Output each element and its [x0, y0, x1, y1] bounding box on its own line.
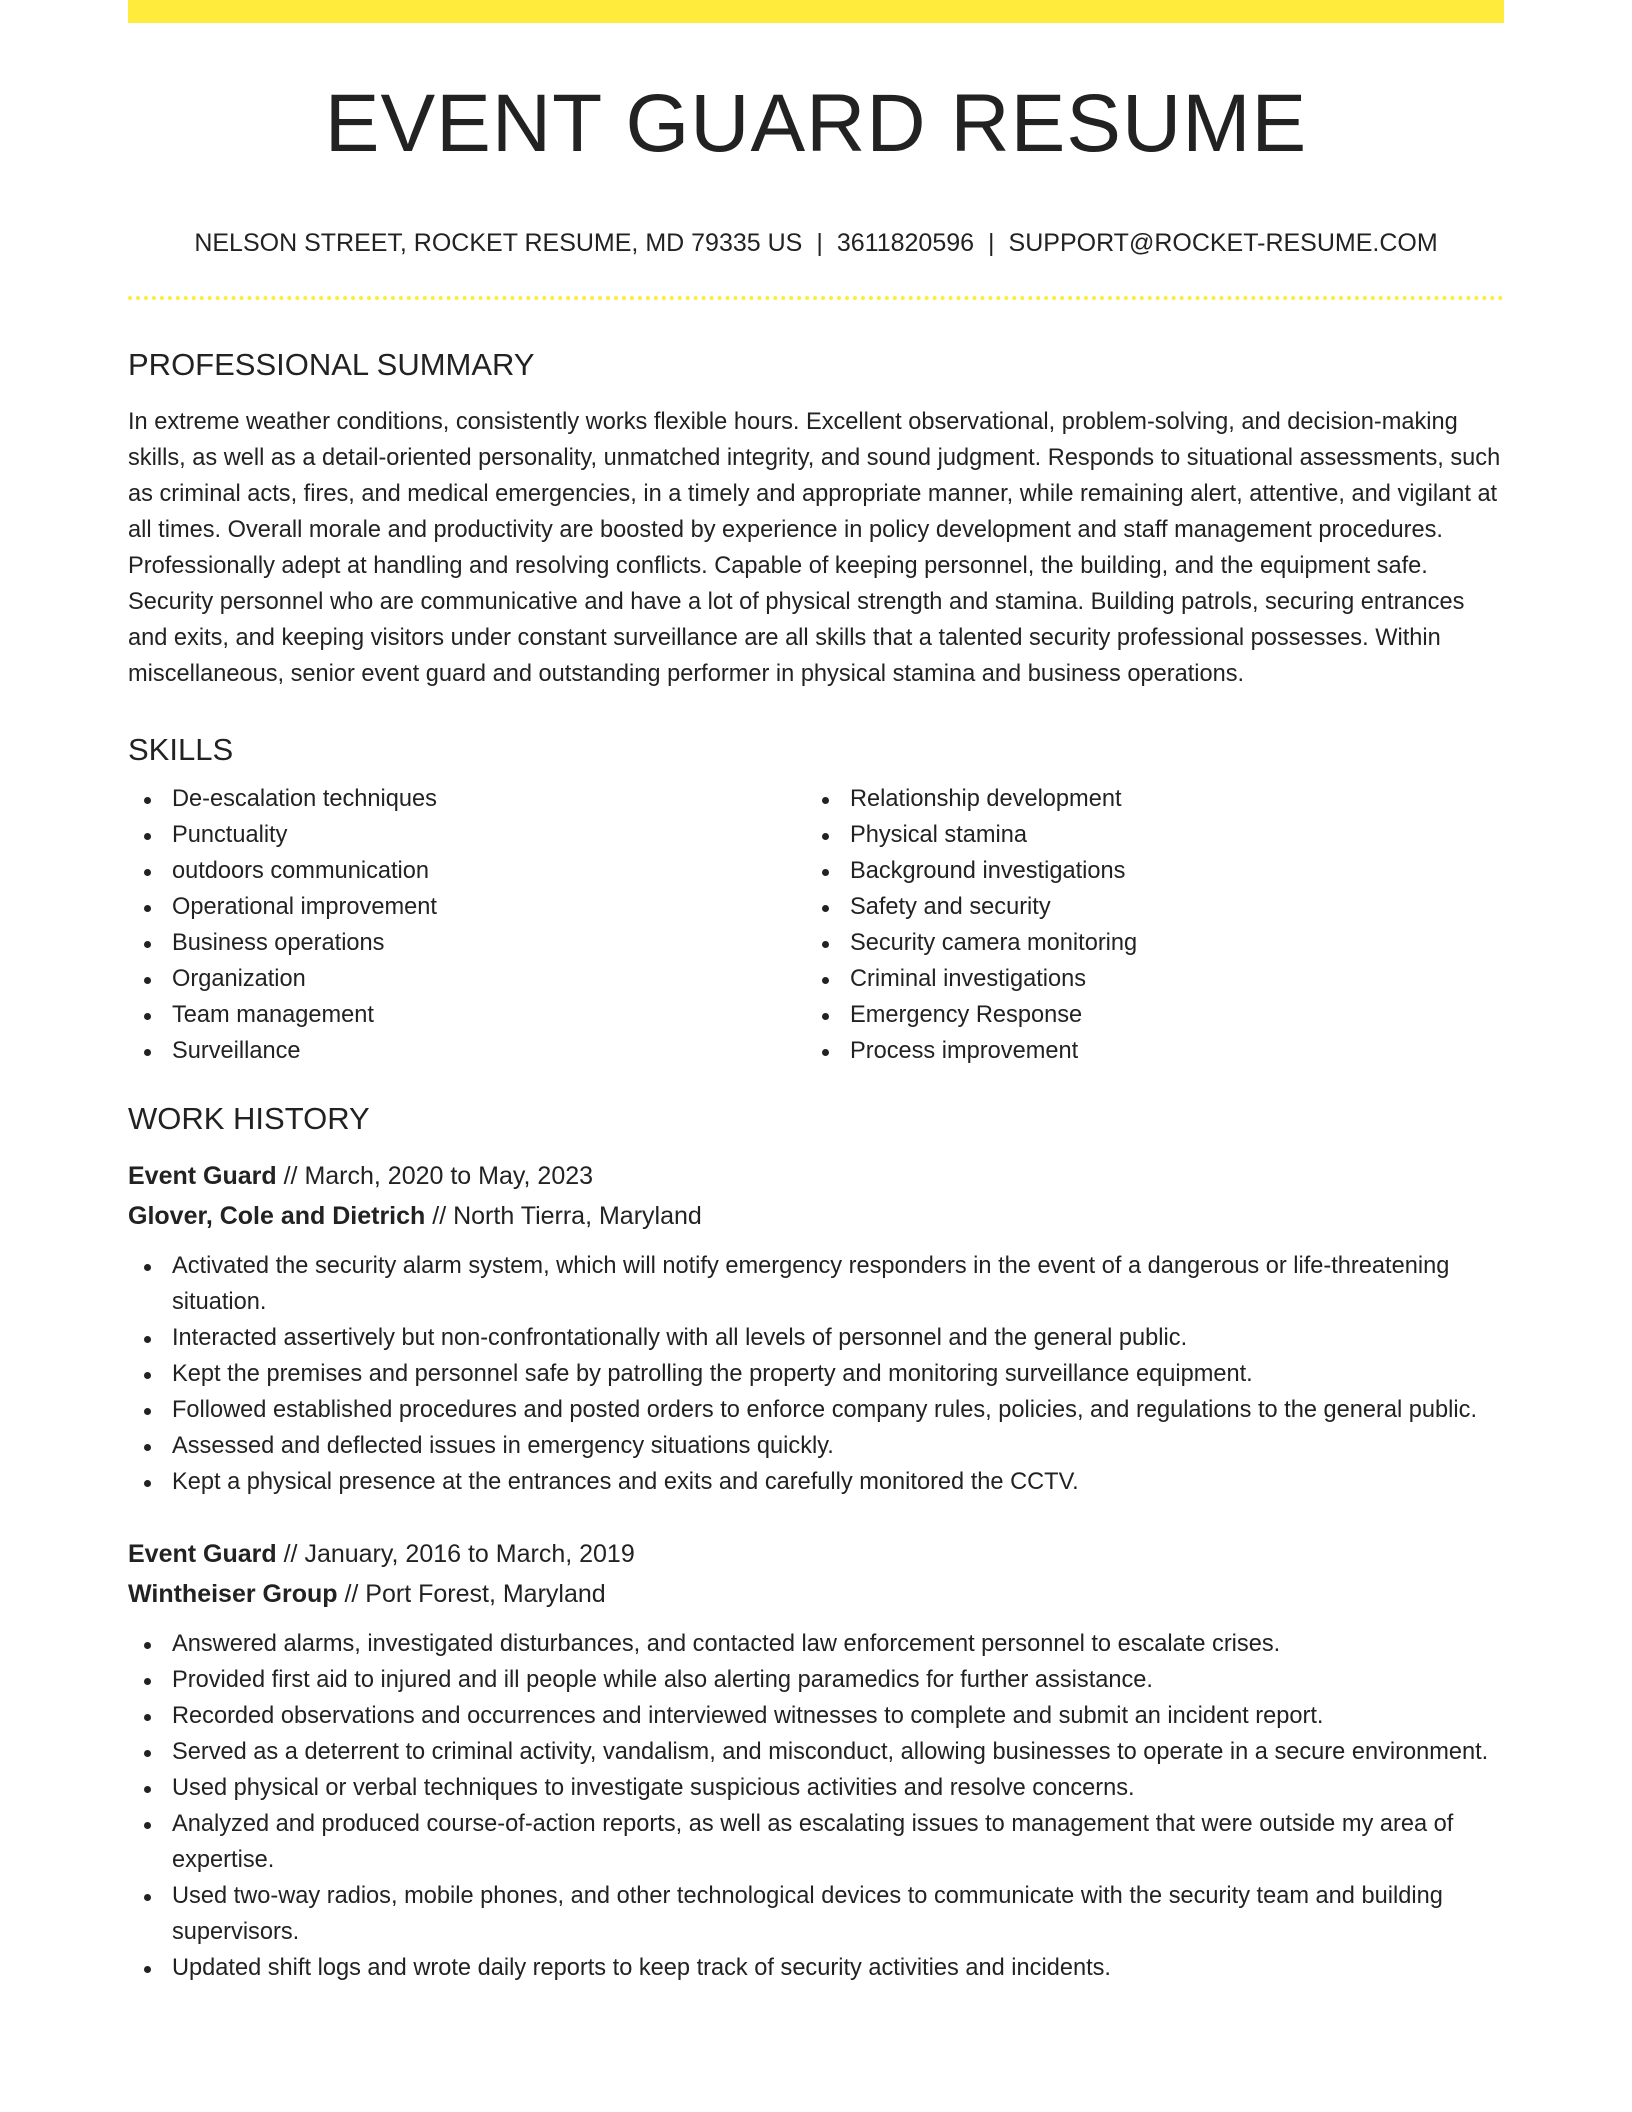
job-company: Glover, Cole and Dietrich [128, 1202, 426, 1230]
job-company: Wintheiser Group [128, 1580, 338, 1608]
skill-item: Punctuality [128, 817, 806, 853]
resume-title: EVENT GUARD RESUME [324, 78, 1308, 169]
job-bullet: Answered alarms, investigated disturbances, and contacted law enforcement personnel to escalate crises. [128, 1626, 1504, 1662]
job-bullet: Activated the security alarm system, which will notify emergency responders in the event of a dangerous or life-threatening situation. [128, 1248, 1504, 1320]
job-bullet: Kept a physical presence at the entrances and exits and carefully monitored the CCTV. [128, 1464, 1504, 1500]
skill-item: Organization [128, 961, 806, 997]
job-bullet: Recorded observations and occurrences and interviewed witnesses to complete and submit an incident report. [128, 1698, 1504, 1734]
job-bullets [128, 1248, 1504, 1500]
skill-item: Process improvement [806, 1033, 1484, 1069]
job-title-line [128, 1156, 1504, 1196]
job-bullets [128, 1626, 1504, 1986]
skills-grid [128, 781, 1504, 1069]
job-company-line [128, 1196, 1504, 1236]
job-bullet: Updated shift logs and wrote daily reports to keep track of security activities and incidents. [128, 1950, 1504, 1986]
job-bullet: Assessed and deflected issues in emergency situations quickly. [128, 1428, 1504, 1464]
job-title: Event Guard [128, 1540, 277, 1568]
job-company-line [128, 1574, 1504, 1614]
contact-email: SUPPORT@ROCKET-RESUME.COM [1008, 229, 1438, 257]
contact-phone: 3611820596 [836, 229, 975, 257]
skill-item: Criminal investigations [806, 961, 1484, 997]
skill-item: Background investigations [806, 853, 1484, 889]
contact-line [128, 231, 1504, 256]
job-bullet: Used two-way radios, mobile phones, and other technological devices to communicate with the security team and building supervisors. [128, 1878, 1504, 1950]
resume-page [128, 0, 1504, 1986]
contact-address: NELSON STREET, ROCKET RESUME, MD 79335 US [194, 229, 803, 257]
job-bullet: Followed established procedures and posted orders to enforce company rules, policies, and regulations to the general public. [128, 1392, 1504, 1428]
skill-item: Operational improvement [128, 889, 806, 925]
summary-heading: PROFESSIONAL SUMMARY [128, 347, 535, 382]
summary-text: In extreme weather conditions, consistently works flexible hours. Excellent observational, problem-solving, and decision-making skills, as well as a detail-oriented personality, unmatched integrity, and sound judgment. Responds to situational assessments, such as criminal acts, fires, and medical emergencies, in a timely and appropriate manner, while remaining alert, attentive, and vigilant at all times. Overall morale and productivity are boosted by experience in policy development and staff management procedures. Professionally adept at handling and resolving conflicts. Capable of keeping personnel, the building, and the equipment safe. Security personnel who are communicative and have a lot of physical strength and stamina. Building patrols, securing entrances and exits, and keeping visitors under constant surveillance are all skills that a talented security professional possesses. Within miscellaneous, senior event guard and outstanding performer in physical stamina and business operations. [128, 409, 1501, 687]
job-bullet: Interacted assertively but non-confrontationally with all levels of personnel and the general public. [128, 1320, 1504, 1356]
skill-item: Physical stamina [806, 817, 1484, 853]
skill-item: De-escalation techniques [128, 781, 806, 817]
skill-item: Security camera monitoring [806, 925, 1484, 961]
skills-heading: SKILLS [128, 732, 234, 767]
job-bullet: Used physical or verbal techniques to investigate suspicious activities and resolve concerns. [128, 1770, 1504, 1806]
job-dates: // March, 2020 to May, 2023 [276, 1162, 594, 1190]
skills-column-right [806, 781, 1484, 1069]
job-entry [128, 1156, 1504, 1500]
skill-item: Safety and security [806, 889, 1484, 925]
skill-item: Relationship development [806, 781, 1484, 817]
skill-item: Team management [128, 997, 806, 1033]
skill-item: outdoors communication [128, 853, 806, 889]
contact-separator: | [988, 229, 995, 257]
skill-item: Surveillance [128, 1033, 806, 1069]
job-bullet: Analyzed and produced course-of-action reports, as well as escalating issues to management that were outside my area of expertise. [128, 1806, 1504, 1878]
skill-item: Business operations [128, 925, 806, 961]
header-divider [128, 296, 1504, 300]
skill-item: Emergency Response [806, 997, 1484, 1033]
job-bullet: Provided first aid to injured and ill people while also alerting paramedics for further assistance. [128, 1662, 1504, 1698]
job-entry [128, 1534, 1504, 1986]
contact-separator: | [816, 229, 823, 257]
job-location: // North Tierra, Maryland [425, 1202, 702, 1230]
job-title-line [128, 1534, 1504, 1574]
job-bullet: Served as a deterrent to criminal activity, vandalism, and misconduct, allowing businesses to operate in a secure environment. [128, 1734, 1504, 1770]
job-title: Event Guard [128, 1162, 277, 1190]
skills-column-left [128, 781, 806, 1069]
work-history-heading: WORK HISTORY [128, 1101, 370, 1136]
job-dates: // January, 2016 to March, 2019 [276, 1540, 635, 1568]
job-location: // Port Forest, Maryland [337, 1580, 606, 1608]
job-bullet: Kept the premises and personnel safe by patrolling the property and monitoring surveillance equipment. [128, 1356, 1504, 1392]
top-accent-bar [128, 0, 1504, 23]
